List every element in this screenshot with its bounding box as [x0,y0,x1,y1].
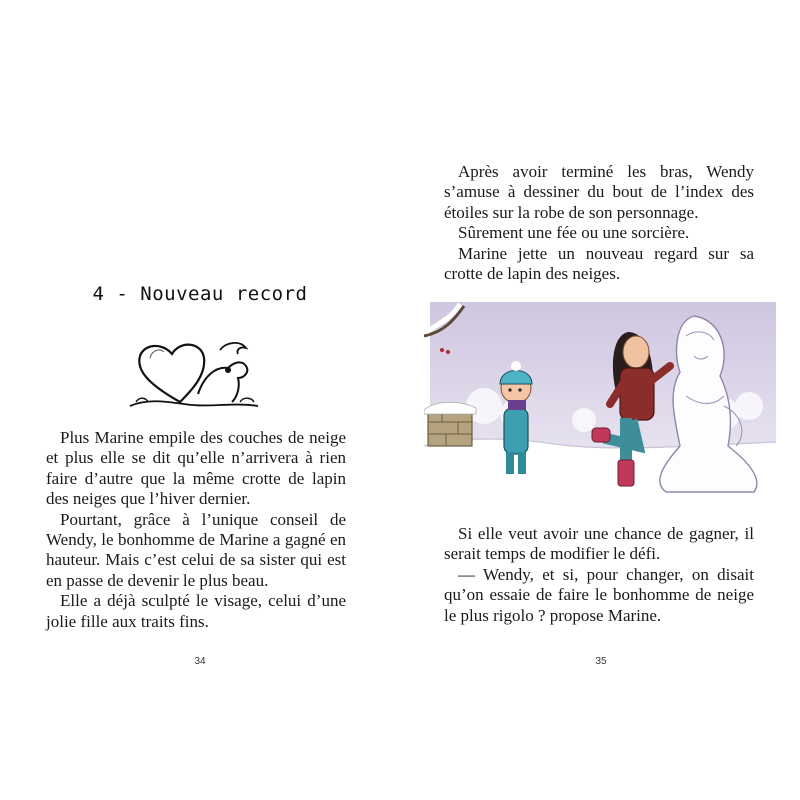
snow-sculpture-illustration [424,296,776,502]
page-number-left: 34 [194,656,206,667]
right-page-text-top [444,162,754,284]
stone-wall [424,402,476,446]
page-number-right: 35 [595,656,607,667]
right-page-text-bottom [444,524,754,626]
paragraph: — Wendy, et si, pour changer, on disait qu’on essaie de faire le bonhomme de neige le plus rigolo ? propose Marine. [444,564,754,625]
left-page-text [46,428,346,632]
paragraph: Marine jette un nouveau regard sur sa crotte de lapin des neiges. [444,243,754,284]
paragraph: Plus Marine empile des couches de neige et plus elle se dit qu’elle n’arrivera à rien faire d’autre que la même crotte de lapin des neiges que l’hiver dernier. [46,428,346,509]
paragraph: Pourtant, grâce à l’unique conseil de Wendy, le bonhomme de Marine a gagné en hauteur. Mais c’est celui de sa sister qui est en passe de devenir le plus beau. [46,509,346,590]
paragraph: Elle a déjà sculpté le visage, celui d’une jolie fille aux traits fins. [46,591,346,631]
paragraph: Si elle veut avoir une chance de gagner, il serait temps de modifier le défi. [444,524,754,564]
snow-heart-vignette [128,332,260,412]
paragraph: Après avoir terminé les bras, Wendy s’amuse à dessiner du bout de l’index des étoiles sur la robe de son personnage. [444,162,754,222]
paragraph: Sûrement une fée ou une sorcière. [458,223,690,243]
chapter-title: 4 - Nouveau record [92,283,308,305]
